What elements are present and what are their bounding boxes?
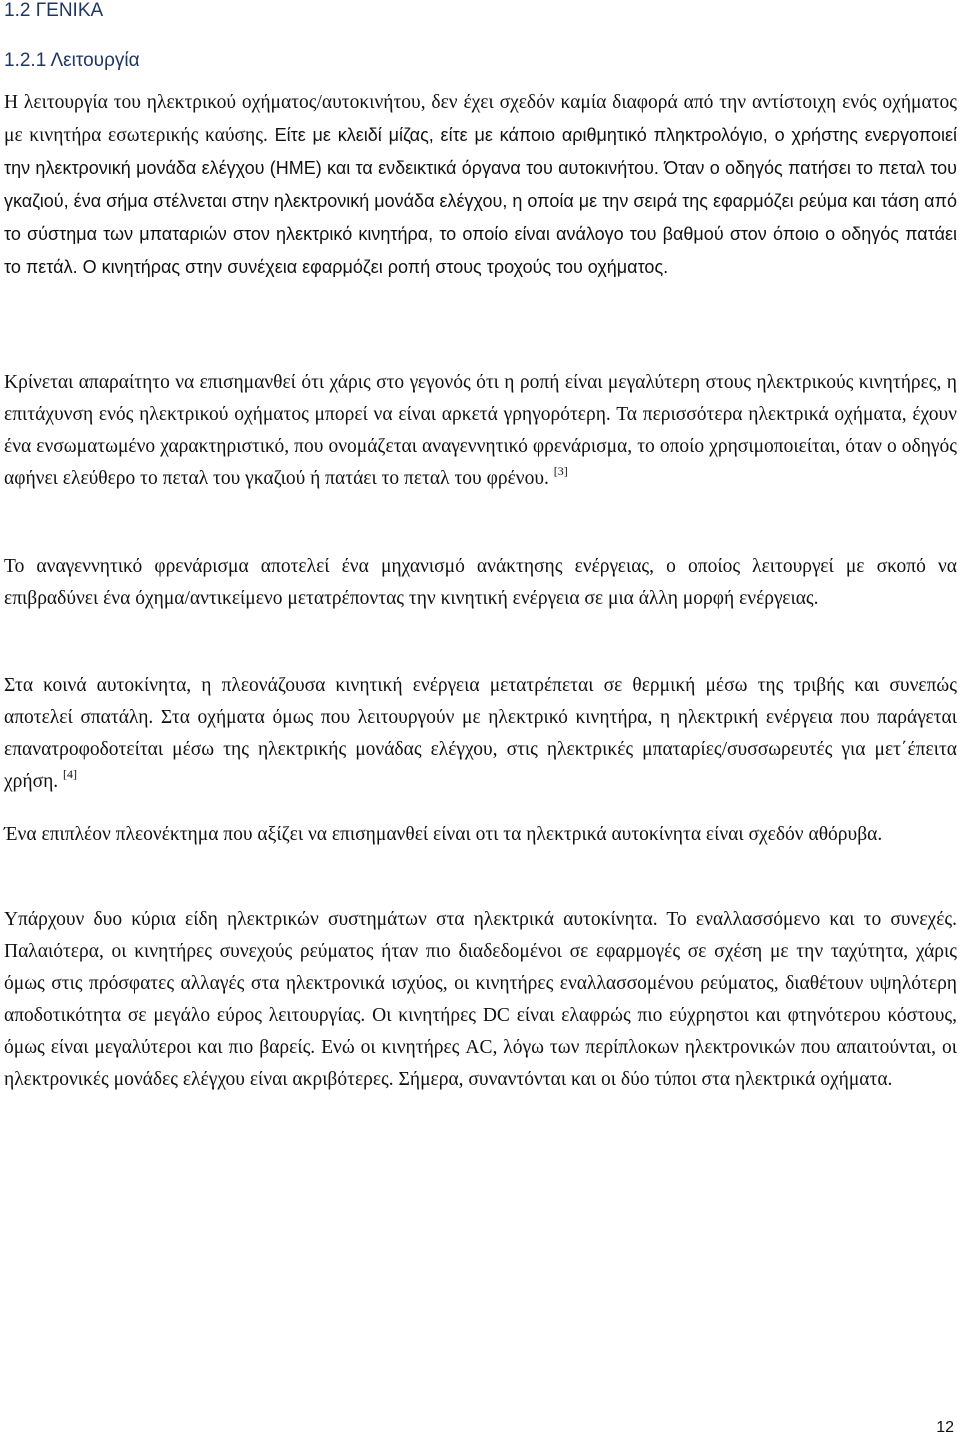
paragraph-text: Οι κινητήρες DC είναι ελαφρώς πιο εύχρηστοι και φτηνότερου κόστους, όμως είναι μεγαλύτεροι και πιο βαρείς. bbox=[4, 1005, 957, 1058]
paragraph-regenerative-braking: Το αναγεννητικό φρενάρισμα αποτελεί ένα μηχανισμό ανάκτησης ενέργειας, ο οποίος λειτουργεί με σκοπό να επιβραδύνει ένα όχημα/αντικείμενο μετατρέποντας την κινητική ενέργεια σε μια άλλη μορφή ενέργειας. bbox=[4, 556, 957, 609]
paragraph-text: Υπάρχουν δυο κύρια είδη ηλεκτρικών συστημάτων στα ηλεκτρικά αυτοκίνητα. Το εναλλασσόμενο και το συνεχές. bbox=[4, 909, 957, 930]
paragraph-text: Σήμερα, συναντόνται και οι δύο τύποι στα ηλεκτρικά οχήματα. bbox=[393, 1069, 893, 1090]
paragraph-text: Κρίνεται απαραίτητο να επισημανθεί ότι χάρις στο γεγονός ότι η ροπή είναι μεγαλύτερη στους ηλεκτρικούς κινητήρες, η επιτάχυνση ενός ηλεκτρικού οχήματος μπορεί να είναι αρκετά γρηγορότερη. bbox=[4, 372, 957, 425]
paragraph-torque bbox=[4, 367, 957, 495]
paragraph-energy-recovery bbox=[4, 670, 957, 798]
paragraph-text: Ο κινητήρας στην συνέχεια εφαρμόζει ροπή στους τροχούς του οχήματος. bbox=[77, 257, 669, 277]
paragraph-text: Όταν ο οδηγός πατήσει το πεταλ του γκαζιού, ένα σήμα στέλνεται στην ηλεκτρονική μονάδα ελέγχου, η οποία με την σειρά της εφαρμόζει ρεύμα και τάση από το σύστημα των μπαταριών στον ηλεκτρικό κινητήρα, το οποίο είναι ανάλογο του βαθμού στον όποιο ο οδηγός πατάει το πετάλ. bbox=[4, 158, 957, 277]
paragraph-silent: Ένα επιπλέον πλεονέκτημα που αξίζει να επισημανθεί είναι οτι τα ηλεκτρικά αυτοκίνητα είναι σχεδόν αθόρυβα. bbox=[4, 824, 883, 845]
paragraph-text: Η λειτουργία του ηλεκτρικού οχήματος/αυτοκινήτου, δεν έχει σχεδόν καμία διαφορά από την αντίστοιχη ενός οχήματος με κινητήρα εσωτερικής καύσης. bbox=[4, 92, 957, 146]
section-heading: 1.2 ΓΕΝΙΚΑ bbox=[4, 0, 104, 21]
paragraph-text: Τα περισσότερα ηλεκτρικά οχήματα, έχουν ένα ενσωματωμένο χαρακτηριστικό, που ονομάζεται αναγεννητικό φρενάρισμα, το οποίο χρησιμοποιείται, όταν ο οδηγός αφήνει ελεύθερο το πεταλ του γκαζιού ή πατάει το πεταλ του φρένου. bbox=[4, 404, 957, 489]
citation-reference: [4] bbox=[63, 767, 78, 781]
paragraph-text: Στα κοινά αυτοκίνητα, η πλεονάζουσα κινητική ενέργεια μετατρέπεται σε θερμική μέσω της τριβής και συνεπώς αποτελεί σπατάλη. bbox=[4, 675, 957, 728]
paragraph-electrical-systems bbox=[4, 904, 957, 1096]
paragraph-operation bbox=[4, 87, 957, 284]
paragraph-text: Ενώ οι κινητήρες AC, λόγω των περίπλοκων ηλεκτρονικών που απαιτούνται, οι ηλεκτρονικές μονάδες ελέγχου είναι ακριβότερες. bbox=[4, 1037, 957, 1090]
page-number: 12 bbox=[936, 1419, 954, 1436]
paragraph-text: Παλαιότερα, οι κινητήρες συνεχούς ρεύματος ήταν πιο διαδεδομένοι σε εφαρμογές σε σχέση με την ταχύτητα, χάρις όμως στις πρόσφατες αλλαγές στα ηλεκτρονικά ισχύος, οι κινητήρες εναλλασσομένου ρεύματος, διαθέτουν υψηλότερη αποδοτικότητα σε μεγάλο εύρος λειτουργίας. bbox=[4, 941, 957, 1026]
subsection-heading: 1.2.1 Λειτουργία bbox=[4, 50, 140, 71]
paragraph-text: Στα οχήματα όμως που λειτουργούν με ηλεκτρικό κινητήρα, η ηλεκτρική ενέργεια που παράγεται επανατροφοδοτείται μέσω της ηλεκτρικής μονάδας ελέγχου, στις ηλεκτρικές μπαταρίες/συσσωρευτές για μετ΄έπειτα χρήση. bbox=[4, 707, 957, 792]
paragraph-text: Είτε με κλειδί μίζας, είτε με κάποιο αριθμητικό πληκτρολόγιο, ο χρήστης ενεργοποιεί την ηλεκτρονική μονάδα ελέγχου (ΗΜΕ) και τα ενδεικτικά όργανα του αυτοκινήτου. bbox=[4, 125, 958, 178]
citation-reference: [3] bbox=[553, 464, 568, 478]
